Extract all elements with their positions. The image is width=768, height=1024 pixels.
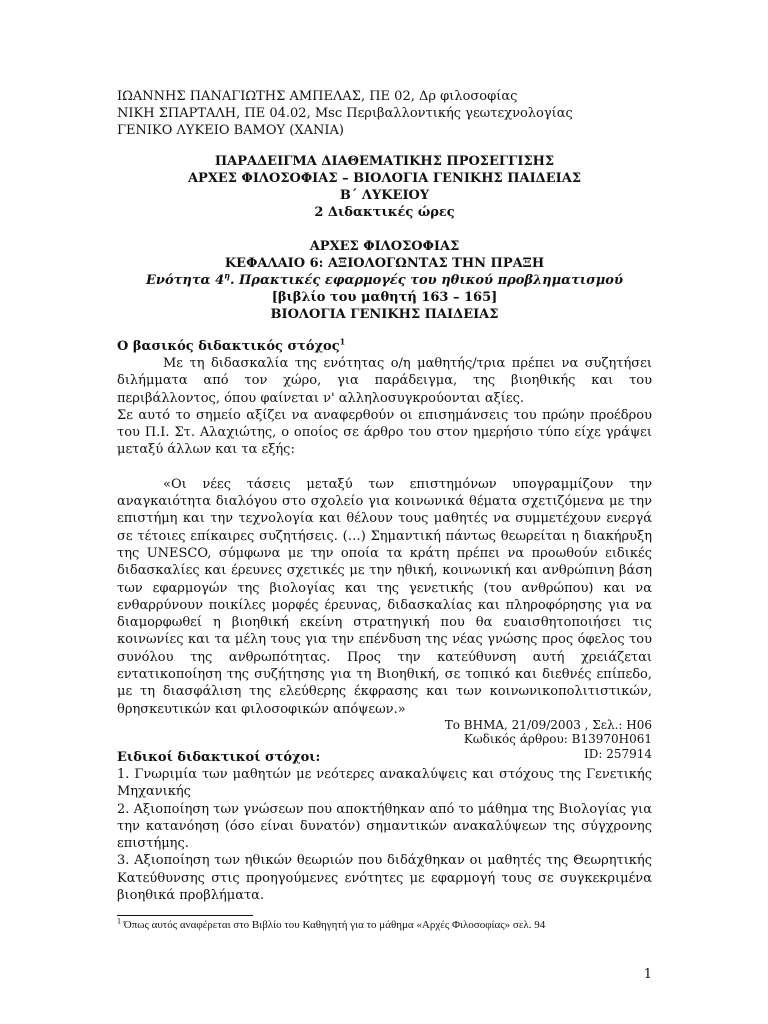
main-goal-section [117,338,652,761]
teaching-hours: 2 Διδακτικές ώρες [314,205,455,220]
chapter-pages: [βιβλίο του μαθητή 163 – 165] [271,290,498,305]
main-goal-heading-text: Ο βασικός διδακτικός στόχος [117,339,340,354]
specific-goals-heading: Ειδικοί διδακτικοί στόχοι: [117,750,321,765]
unit-prefix: Ενότητα 4 [146,273,225,288]
chapter-title: ΚΕΦΑΛΑΙΟ 6: ΑΞΙΟΛΟΓΩΝΤΑΣ ΤΗΝ ΠΡΑΞΗ [224,256,545,271]
source-line-1: Το ΒΗΜΑ, 21/09/2003 , Σελ.: Η06 [444,717,652,732]
specific-goal-2: 2. Αξιοποίηση των γνώσεων που αποκτήθηκαν από το μάθημα της Βιολογίας για την κατανόηση (όσο είναι δυνατόν) σημαντικών ανακαλύψεων της σύγχρονης επιστήμης. [117,801,652,852]
author-line-2: ΝΙΚΗ ΣΠΑΡΤΑΛΗ, ΠΕ 04.02, Msc Περιβαλλοντικής γεωτεχνολογίας [117,106,573,121]
source-line-2: Κωδικός άρθρου: B13970H061 [463,732,652,747]
main-goal-paragraph-1: Με τη διδασκαλία της ενότητας ο/η μαθητής/τρια πρέπει να συζητήσει διλήμματα από τον χώρο, για παράδειγμα, της βιοηθικής και του περιβάλλοντος, όπου φαίνεται ν' αλληλοσυγκρούονται αξίες. [117,356,652,406]
footnote-mark: 1 [117,916,121,926]
source-line-3: ID: 257914 [583,746,652,761]
school-line: ΓΕΝΙΚΟ ΛΥΚΕΙΟ ΒΑΜΟΥ (ΧΑΝΙΑ) [117,123,344,138]
chapter-unit [117,272,652,289]
authors-block [117,88,652,139]
unesco-quote: «Οι νέες τάσεις μεταξύ των επιστημόνων υπογραμμίζουν την αναγκαιότητα διαλόγου στο σχολείο για κοινωνικά θέματα σχετιζόμενα με την επιστήμη και την τεχνολογία και θέλουν τους μαθητές να συμμετέχουν ενεργά σε τέτοιες επίκαιρες συζητήσεις. (…) Σημαντική πάντως θεωρείται η διακήρυξη της UNESCO, σύμφωνα με την οποία τα κράτη πρέπει να προωθούν ειδικές διδασκαλίες και έρευνες σχετικές με την ηθική, κοινωνική και ανθρώπινη βάση των εφαρμογών της βιολογίας και της γενετικής (του ανθρώπου) και να ενθαρρύνουν ποικίλες μορφές έρευνας, διδασκαλίας και πληροφόρησης για να διαμορφωθεί η βιοηθική εκείνη στρατηγική που θα ευαισθητοποιήσει τις κοινωνίες και τα μέλη τους για την επένδυση της νέας γνώσης προς όφελος του συνόλου της ανθρωπότητας. Προς την κατεύθυνση αυτή χρειάζεται εντατικοποίηση της συζήτησης για τη Βιοηθική, σε τοπικό και διεθνές επίπεδο, με τη διασφάλιση της ελεύθερης έκφρασης και των κοινωνικοπολιτιστικών, θρησκευτικών και φιλοσοφικών απόψεων.» [117,476,652,717]
chapter-subject-2: ΒΙΟΛΟΓΙΑ ΓΕΝΙΚΗΣ ΠΑΙΔΕΙΑΣ [270,307,499,322]
footnote-ref: 1 [339,336,346,347]
footnote [117,916,546,932]
footnote-text: Όπως αυτός αναφέρεται στο Βιβλίο του Καθηγητή για το μάθημα «Αρχές Φιλοσοφίας» σελ. 94 [123,919,546,931]
main-goal-heading [117,338,652,355]
specific-goals-section [117,746,652,904]
title-block [117,153,652,221]
unit-rest: . Πρακτικές εφαρμογές του ηθικού προβληματισμού [229,273,623,288]
chapter-subject: ΑΡΧΕΣ ΦΙΛΟΣΟΦΙΑΣ [309,239,460,254]
title-line-1: ΠΑΡΑΔΕΙΓΜΑ ΔΙΑΘΕΜΑΤΙΚΗΣ ΠΡΟΣΕΓΓΙΣΗΣ [214,154,555,169]
title-line-2: ΑΡΧΕΣ ΦΙΛΟΣΟΦΙΑΣ – ΒΙΟΛΟΓΙΑ ΓΕΝΙΚΗΣ ΠΑΙΔΕΙΑΣ [187,171,582,186]
page-number: 1 [643,967,652,982]
specific-goal-3: 3. Αξιοποίηση των ηθικών θεωριών που διδάχθηκαν οι μαθητές της Θεωρητικής Κατεύθυνσης στις προηγούμενες ενότητες με εφαρμογή τους σε συγκεκριμένα βιοηθικά προβλήματα. [117,853,652,904]
main-goal-paragraph-2: Σε αυτό το σημείο αξίζει να αναφερθούν οι επισημάνσεις του πρώην προέδρου του Π.Ι. Στ. Αλαχιώτης, ο οποίος σε άρθρο του στον ημερήσιο τύπο είχε γράψει μεταξύ άλλων και τα εξής: [117,407,652,458]
unit-superscript: η [224,270,230,281]
author-line-1: ΙΩΑΝΝΗΣ ΠΑΝΑΓΙΩΤΗΣ ΑΜΠΕΛΑΣ, ΠΕ 02, Δρ φιλοσοφίας [117,89,518,104]
chapter-block [117,238,652,323]
footnote-separator [117,915,253,916]
specific-goal-1: 1. Γνωριμία των μαθητών με νεότερες ανακαλύψεις και στόχους της Γενετικής Μηχανικής [117,767,652,800]
title-line-3: Β΄ ΛΥΚΕΙΟΥ [339,188,430,203]
